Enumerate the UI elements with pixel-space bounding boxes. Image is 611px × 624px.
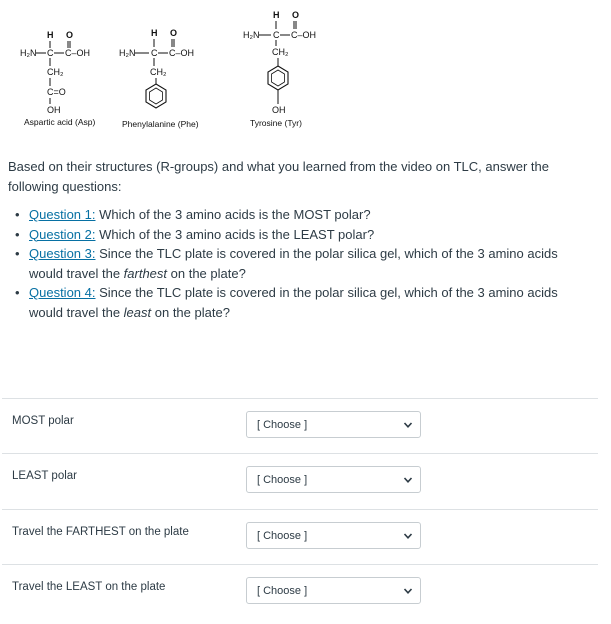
- most-polar-select[interactable]: [246, 411, 421, 438]
- chevron-down-icon: [403, 475, 413, 485]
- question-3-link[interactable]: Question 3:: [29, 246, 96, 261]
- asp-acid-group: C–OH: [65, 48, 91, 58]
- question-list: [12, 205, 587, 322]
- chevron-down-icon: [403, 586, 413, 596]
- asp-amine: H₂N: [20, 48, 37, 58]
- question-1-text: Which of the 3 amino acids is the MOST polar?: [95, 207, 371, 222]
- phe-carbonyl-o: O: [170, 28, 178, 38]
- answer-row-most-polar: [2, 398, 598, 454]
- svg-text:C: C: [47, 48, 54, 58]
- intro-text: Based on their structures (R-groups) and what you learned from the video on TLC, answer the following questions:: [8, 159, 549, 194]
- question-1-link[interactable]: Question 1:: [29, 207, 96, 222]
- question-2-text: Which of the 3 amino acids is the LEAST polar?: [95, 226, 375, 242]
- question-item-3: [12, 244, 587, 283]
- select-value: [ Choose ]: [257, 419, 308, 431]
- question-4-text: Since the TLC plate is covered in the polar silica gel, which of the 3 amino acids would travel the: [29, 285, 558, 320]
- question-item-2: [12, 225, 587, 245]
- answer-label: Travel the FARTHEST on the plate: [12, 526, 189, 538]
- asp-alpha-h: H: [47, 30, 54, 40]
- question-3-text: Since the TLC plate is covered in the polar silica gel, which of the 3 amino acids would travel the: [29, 246, 558, 281]
- chevron-down-icon: [403, 531, 413, 541]
- answer-row-least-polar: [2, 453, 598, 509]
- travel-farthest-select[interactable]: [246, 522, 421, 549]
- amino-acid-structures-figure: [0, 0, 611, 150]
- structure-aspartic-acid: [20, 30, 95, 127]
- svg-text:C: C: [273, 30, 280, 40]
- asp-carbonyl-o: O: [66, 30, 74, 40]
- question-4-emphasis: least: [123, 304, 152, 320]
- tyr-ch2: CH₂: [272, 47, 289, 57]
- tyr-carbonyl-o: O: [292, 10, 300, 20]
- phe-acid-group: C–OH: [169, 48, 195, 58]
- question-item-4: [12, 283, 587, 322]
- select-value: [ Choose ]: [257, 530, 308, 542]
- asp-caption: Aspartic acid (Asp): [24, 117, 96, 127]
- tyr-acid-group: C–OH: [291, 30, 317, 40]
- answer-label: MOST polar: [12, 415, 74, 427]
- tyr-amine: H₂N: [243, 30, 260, 40]
- question-2-link[interactable]: Question 2:: [29, 226, 96, 242]
- question-4-link[interactable]: Question 4:: [29, 285, 96, 300]
- tyr-alpha-h: H: [273, 10, 280, 20]
- asp-ch2: CH₂: [47, 67, 64, 77]
- svg-text:C: C: [151, 48, 158, 58]
- tyr-side-oh: OH: [272, 105, 286, 115]
- phe-amine: H₂N: [119, 48, 136, 58]
- travel-least-select[interactable]: [246, 577, 421, 604]
- structure-phenylalanine: [119, 28, 199, 129]
- select-value: [ Choose ]: [257, 474, 308, 486]
- question-3-emphasis: farthest: [123, 265, 168, 281]
- phe-ch2: CH₂: [150, 67, 167, 77]
- answer-row-travel-farthest: [2, 509, 598, 565]
- question-4-text-end: on the plate?: [151, 304, 230, 320]
- tyr-caption: Tyrosine (Tyr): [250, 118, 302, 128]
- answer-row-travel-least: [2, 564, 598, 620]
- phe-alpha-h: H: [151, 28, 158, 38]
- least-polar-select[interactable]: [246, 466, 421, 493]
- phe-caption: Phenylalanine (Phe): [122, 119, 199, 129]
- asp-carbonyl-side: C=O: [47, 87, 66, 97]
- question-3-text-end: on the plate?: [167, 265, 246, 281]
- structure-tyrosine: [243, 10, 316, 128]
- select-value: [ Choose ]: [257, 585, 308, 597]
- chevron-down-icon: [403, 420, 413, 430]
- answer-label: Travel the LEAST on the plate: [12, 581, 166, 593]
- question-item-1: [12, 205, 587, 225]
- asp-side-oh: OH: [47, 105, 61, 115]
- structures-svg: [0, 0, 611, 150]
- answer-label: LEAST polar: [12, 470, 77, 482]
